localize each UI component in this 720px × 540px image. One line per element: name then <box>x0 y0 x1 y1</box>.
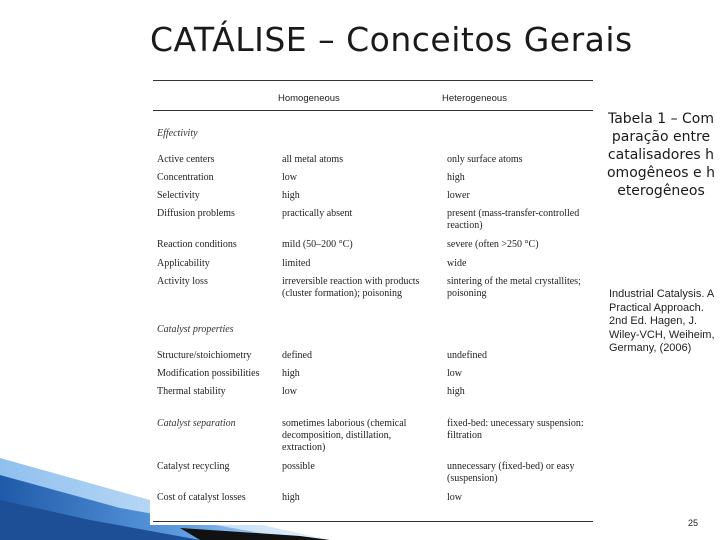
cell-homogeneous: mild (50–200 °C) <box>282 239 353 250</box>
table-header-rule <box>153 110 593 111</box>
cell-heterogeneous: high <box>447 172 465 183</box>
comparison-table <box>150 80 600 525</box>
cell-homogeneous: all metal atoms <box>282 154 344 165</box>
header-heterogeneous: Heterogeneous <box>442 93 507 104</box>
row-label: Catalyst recycling <box>157 461 230 472</box>
table-caption: Tabela 1 – Comparação entre catalisadores homogêneos e heterogêneos <box>606 111 715 199</box>
cell-homogeneous: defined <box>282 350 312 361</box>
section-title-catalyst-properties: Catalyst properties <box>157 324 234 335</box>
reference-citation: Industrial Catalysis. A Practical Approach. 2nd Ed. Hagen, J. Wiley-VCH, Weiheim, Germany, (2006) <box>609 288 715 354</box>
cell-heterogeneous: low <box>447 368 462 379</box>
table-bottom-rule <box>153 521 593 522</box>
row-label: Active centers <box>157 154 215 165</box>
cell-homogeneous: sometimes laborious (chemical decomposition, distillation, extraction) <box>282 418 407 453</box>
row-label: Reaction conditions <box>157 239 237 250</box>
header-homogeneous: Homogeneous <box>278 93 340 104</box>
cell-homogeneous: high <box>282 368 300 379</box>
slide-title: CATÁLISE – Conceitos Gerais <box>150 20 633 59</box>
cell-homogeneous: irreversible reaction with products (cluster formation); poisoning <box>282 276 420 299</box>
cell-heterogeneous: severe (often >250 °C) <box>447 239 539 250</box>
page-number: 25 <box>688 518 699 528</box>
cell-homogeneous: low <box>282 172 297 183</box>
cell-heterogeneous: only surface atoms <box>447 154 523 165</box>
cell-homogeneous: high <box>282 492 300 503</box>
row-label: Activity loss <box>157 276 208 287</box>
row-label: Structure/stoichiometry <box>157 350 252 361</box>
cell-heterogeneous: sintering of the metal crystallites; poisoning <box>447 276 581 299</box>
row-label: Diffusion problems <box>157 208 235 219</box>
row-label: Cost of catalyst losses <box>157 492 246 503</box>
section-title-effectivity: Effectivity <box>157 128 198 139</box>
cell-homogeneous: practically absent <box>282 208 353 219</box>
cell-heterogeneous: undefined <box>447 350 487 361</box>
row-label: Concentration <box>157 172 214 183</box>
row-label: Selectivity <box>157 190 200 201</box>
cell-heterogeneous: high <box>447 386 465 397</box>
row-label: Applicability <box>157 258 210 269</box>
cell-homogeneous: high <box>282 190 300 201</box>
cell-heterogeneous: lower <box>447 190 470 201</box>
row-label: Thermal stability <box>157 386 226 397</box>
cell-heterogeneous: wide <box>447 258 467 269</box>
cell-heterogeneous: present (mass-transfer-controlled reaction) <box>447 208 580 231</box>
table-top-rule <box>153 80 593 81</box>
cell-heterogeneous: low <box>447 492 462 503</box>
section-title-catalyst-separation: Catalyst separation <box>157 418 236 429</box>
row-label: Modification possibilities <box>157 368 260 379</box>
cell-homogeneous: possible <box>282 461 315 472</box>
cell-homogeneous: limited <box>282 258 311 269</box>
cell-heterogeneous: fixed-bed: unecessary suspension: filtration <box>447 418 584 441</box>
cell-heterogeneous: unnecessary (fixed-bed) or easy (suspension) <box>447 461 575 484</box>
cell-homogeneous: low <box>282 386 297 397</box>
